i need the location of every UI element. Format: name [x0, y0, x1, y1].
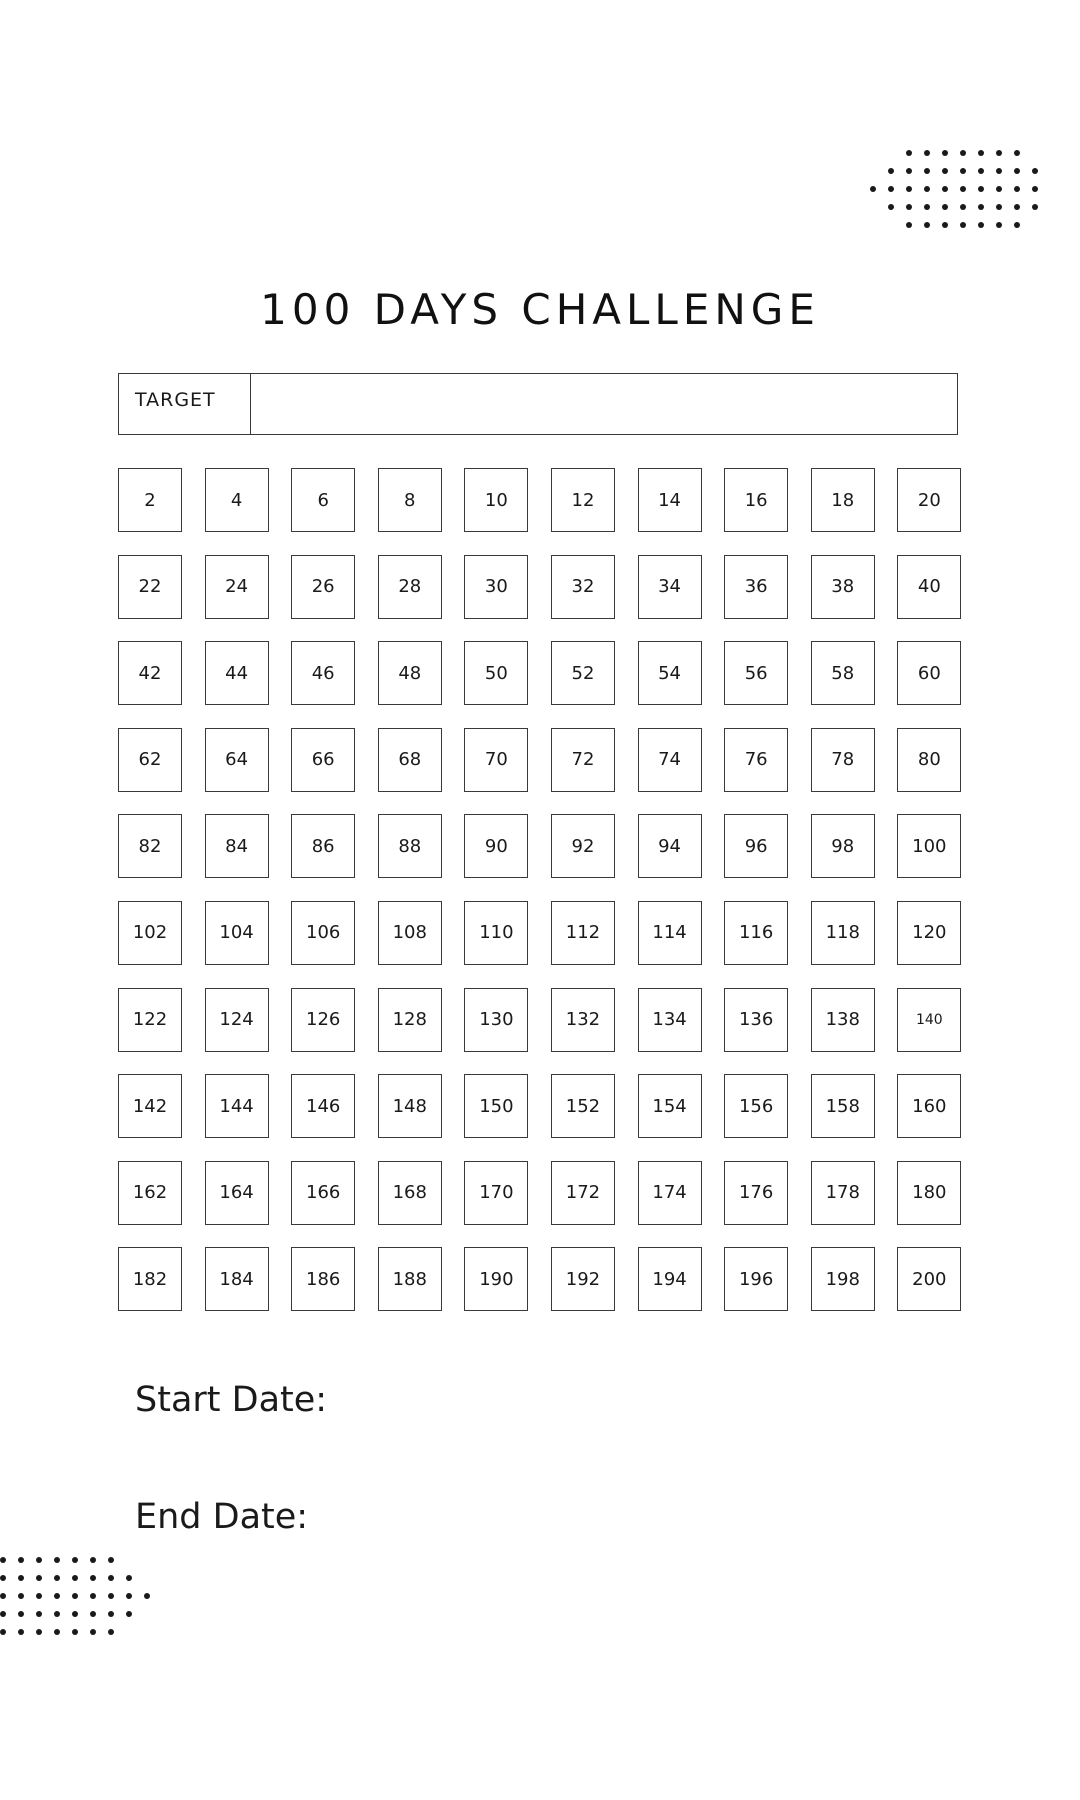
day-cell[interactable]: 22	[118, 555, 182, 619]
day-cell[interactable]: 156	[724, 1074, 788, 1138]
day-cell[interactable]: 104	[205, 901, 269, 965]
day-cell[interactable]: 124	[205, 988, 269, 1052]
day-cell[interactable]: 178	[811, 1161, 875, 1225]
day-cell[interactable]: 134	[638, 988, 702, 1052]
day-cell[interactable]: 158	[811, 1074, 875, 1138]
day-cell[interactable]: 188	[378, 1247, 442, 1311]
day-cell[interactable]: 200	[897, 1247, 961, 1311]
day-cell[interactable]: 136	[724, 988, 788, 1052]
day-cell[interactable]: 12	[551, 468, 615, 532]
day-cell[interactable]: 186	[291, 1247, 355, 1311]
day-cell[interactable]: 194	[638, 1247, 702, 1311]
day-cell[interactable]: 138	[811, 988, 875, 1052]
end-date-label: End Date:	[135, 1497, 309, 1537]
day-cell[interactable]: 72	[551, 728, 615, 792]
day-cell[interactable]: 172	[551, 1161, 615, 1225]
day-cell[interactable]: 2	[118, 468, 182, 532]
day-cell[interactable]: 84	[205, 814, 269, 878]
day-cell[interactable]: 166	[291, 1161, 355, 1225]
day-cell[interactable]: 24	[205, 555, 269, 619]
target-label: TARGET	[119, 374, 251, 434]
day-cell[interactable]: 184	[205, 1247, 269, 1311]
day-cell[interactable]: 18	[811, 468, 875, 532]
day-cell[interactable]: 78	[811, 728, 875, 792]
day-cell[interactable]: 144	[205, 1074, 269, 1138]
day-cell[interactable]: 170	[464, 1161, 528, 1225]
day-cell[interactable]: 42	[118, 641, 182, 705]
day-cell[interactable]: 8	[378, 468, 442, 532]
day-cell[interactable]: 116	[724, 901, 788, 965]
day-cell[interactable]: 66	[291, 728, 355, 792]
day-cell[interactable]: 114	[638, 901, 702, 965]
day-cell[interactable]: 196	[724, 1247, 788, 1311]
day-cell[interactable]: 162	[118, 1161, 182, 1225]
day-cell[interactable]: 132	[551, 988, 615, 1052]
day-cell[interactable]: 160	[897, 1074, 961, 1138]
day-cell[interactable]: 50	[464, 641, 528, 705]
day-cell[interactable]: 70	[464, 728, 528, 792]
day-cell[interactable]: 198	[811, 1247, 875, 1311]
day-cell[interactable]: 126	[291, 988, 355, 1052]
day-cell[interactable]: 56	[724, 641, 788, 705]
day-cell[interactable]: 90	[464, 814, 528, 878]
day-cell[interactable]: 54	[638, 641, 702, 705]
day-cell[interactable]: 40	[897, 555, 961, 619]
day-cell[interactable]: 88	[378, 814, 442, 878]
day-cell[interactable]: 112	[551, 901, 615, 965]
day-cell[interactable]: 148	[378, 1074, 442, 1138]
day-cell[interactable]: 154	[638, 1074, 702, 1138]
day-cell[interactable]: 28	[378, 555, 442, 619]
day-cell[interactable]: 152	[551, 1074, 615, 1138]
day-cell[interactable]: 80	[897, 728, 961, 792]
start-date-label: Start Date:	[135, 1380, 328, 1420]
day-cell[interactable]: 102	[118, 901, 182, 965]
day-cell[interactable]: 44	[205, 641, 269, 705]
day-cell[interactable]: 46	[291, 641, 355, 705]
day-cell[interactable]: 190	[464, 1247, 528, 1311]
day-cell[interactable]: 14	[638, 468, 702, 532]
day-cell[interactable]: 6	[291, 468, 355, 532]
day-cell[interactable]: 168	[378, 1161, 442, 1225]
day-cell[interactable]: 86	[291, 814, 355, 878]
day-cell[interactable]: 10	[464, 468, 528, 532]
day-cell[interactable]: 120	[897, 901, 961, 965]
day-cell[interactable]: 74	[638, 728, 702, 792]
day-cell[interactable]: 164	[205, 1161, 269, 1225]
day-cell[interactable]: 16	[724, 468, 788, 532]
day-cell[interactable]: 64	[205, 728, 269, 792]
day-cell[interactable]: 34	[638, 555, 702, 619]
day-cell[interactable]: 4	[205, 468, 269, 532]
day-cell[interactable]: 58	[811, 641, 875, 705]
day-cell[interactable]: 26	[291, 555, 355, 619]
day-cell[interactable]: 68	[378, 728, 442, 792]
day-cell[interactable]: 82	[118, 814, 182, 878]
day-cell[interactable]: 122	[118, 988, 182, 1052]
day-cell[interactable]: 182	[118, 1247, 182, 1311]
day-cell[interactable]: 100	[897, 814, 961, 878]
day-cell[interactable]: 106	[291, 901, 355, 965]
day-cell[interactable]: 146	[291, 1074, 355, 1138]
day-cell[interactable]: 20	[897, 468, 961, 532]
day-grid	[118, 468, 958, 1308]
day-cell[interactable]: 98	[811, 814, 875, 878]
day-cell[interactable]: 38	[811, 555, 875, 619]
day-cell[interactable]: 192	[551, 1247, 615, 1311]
day-cell[interactable]: 48	[378, 641, 442, 705]
day-cell[interactable]: 30	[464, 555, 528, 619]
day-cell[interactable]: 96	[724, 814, 788, 878]
day-cell[interactable]: 140	[897, 988, 961, 1052]
day-cell[interactable]: 62	[118, 728, 182, 792]
day-cell[interactable]: 92	[551, 814, 615, 878]
day-cell[interactable]: 110	[464, 901, 528, 965]
day-cell[interactable]: 60	[897, 641, 961, 705]
day-cell[interactable]: 180	[897, 1161, 961, 1225]
target-input[interactable]	[251, 374, 957, 434]
day-cell[interactable]: 130	[464, 988, 528, 1052]
day-cell[interactable]: 174	[638, 1161, 702, 1225]
day-cell[interactable]: 108	[378, 901, 442, 965]
day-cell[interactable]: 32	[551, 555, 615, 619]
day-cell[interactable]: 52	[551, 641, 615, 705]
day-cell[interactable]: 150	[464, 1074, 528, 1138]
day-cell[interactable]: 76	[724, 728, 788, 792]
day-cell[interactable]: 36	[724, 555, 788, 619]
day-cell[interactable]: 94	[638, 814, 702, 878]
day-cell[interactable]: 142	[118, 1074, 182, 1138]
target-box	[118, 373, 958, 435]
day-cell[interactable]: 176	[724, 1161, 788, 1225]
day-cell[interactable]: 128	[378, 988, 442, 1052]
day-cell[interactable]: 118	[811, 901, 875, 965]
page-title: 100 DAYS CHALLENGE	[260, 285, 820, 334]
